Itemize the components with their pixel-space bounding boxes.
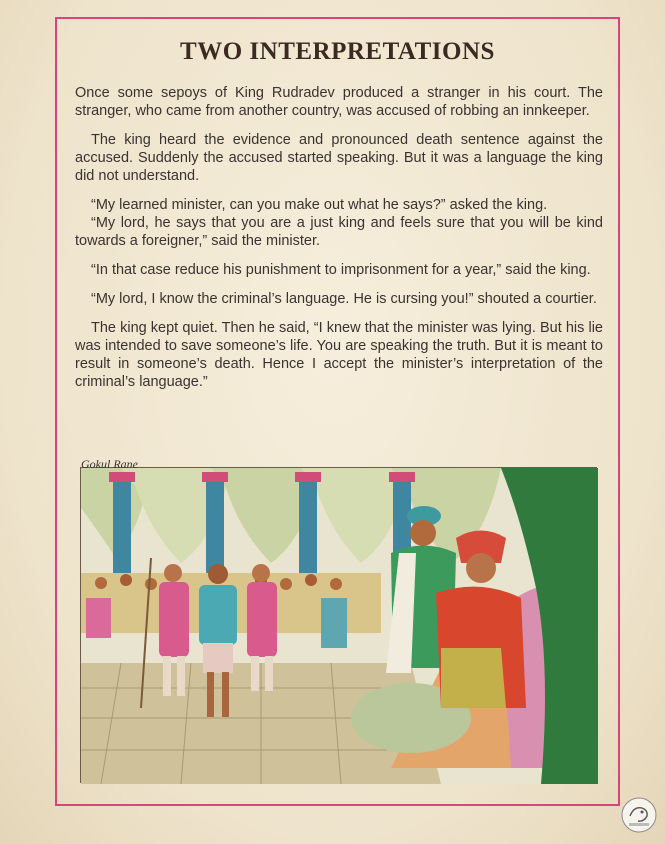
paragraph-4: “My lord, he says that you are a just king and feels sure that you will be kind towards a foreigner,” said the minister. (75, 215, 603, 249)
court-illustration (80, 457, 597, 783)
court-scene-drawing (81, 457, 598, 784)
paragraph-7: The king kept quiet. Then he said, “I knew that the minister was lying. But his lie was intended to save someone’s life. You are speaking the truth. But it is meant to result in someone’s death. Hence I accept the minister’s interpretation of the criminal’s language.” (75, 320, 603, 390)
story-text (75, 84, 603, 402)
paragraph-1: Once some sepoys of King Rudradev produced a stranger in his court. The stranger, who came from another country, was accused of robbing an innkeeper. (75, 85, 603, 119)
paragraph-3: “My learned minister, can you make out what he says?” asked the king. (91, 197, 548, 213)
publisher-logo-icon (620, 796, 658, 834)
paragraph-6: “My lord, I know the criminal’s language. He is cursing you!” shouted a courtier. (91, 291, 597, 307)
artist-signature: Gokul Rane (81, 457, 138, 471)
paragraph-2: The king heard the evidence and pronounced death sentence against the accused. Suddenly the accused started speaking. But it was a language the king did not understand. (75, 132, 603, 184)
story-title: TWO INTERPRETATIONS (180, 38, 495, 65)
paragraph-5: “In that case reduce his punishment to imprisonment for a year,” said the king. (91, 262, 591, 278)
